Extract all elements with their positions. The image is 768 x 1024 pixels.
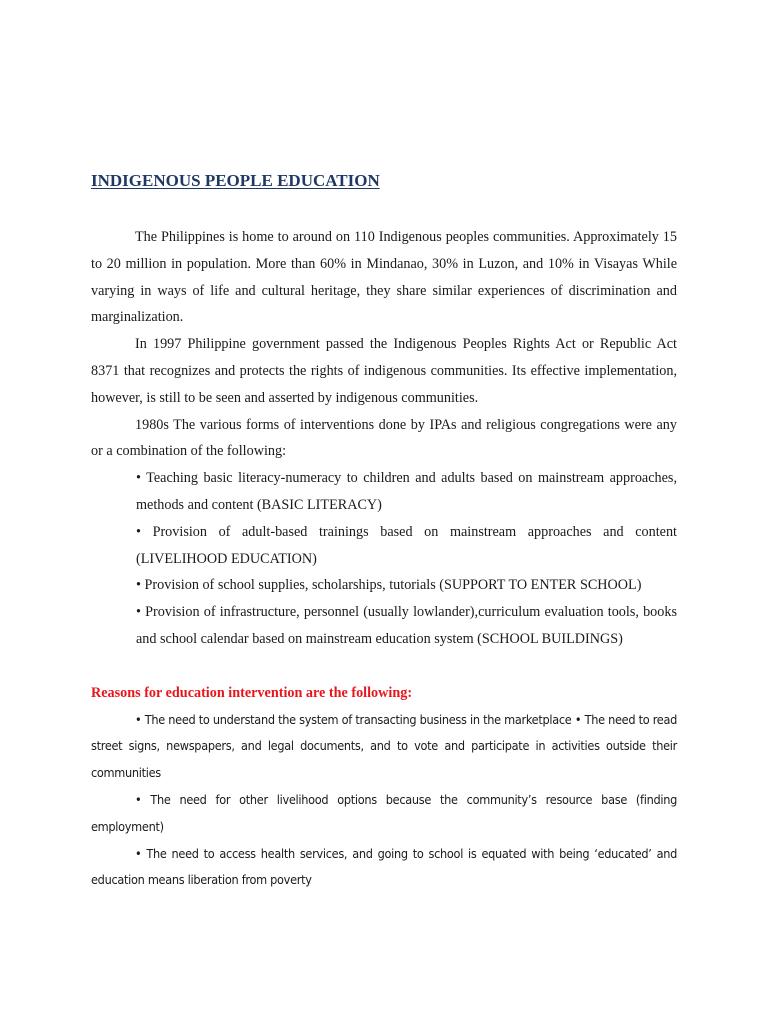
list-item: • Provision of infrastructure, personnel (usually lowlander),curriculum evaluation tools, books and school calendar based on mainstream education system (SCHOOL BUILDINGS) <box>136 604 677 647</box>
list-item: • The need to understand the system of transacting business in the marketplace • The need to read street signs, newspapers, and legal documents, and to vote and participate in activities outside their communities <box>91 711 677 781</box>
intro-paragraph: The Philippines is home to around on 110 Indigenous peoples communities. Approximately 15 to 20 million in population. More than 60% in Mindanao, 30% in Luzon, and 10% in Visayas While varying in ways of life and cultural heritage, they share similar experiences of discrimination and marginalization. <box>91 229 677 326</box>
law-paragraph: In 1997 Philippine government passed the Indigenous Peoples Rights Act or Republic Act 8371 that recognizes and protects the rights of indigenous communities. Its effective implementation, however, is still to be seen and asserted by indigenous communities. <box>91 336 677 406</box>
document-title: INDIGENOUS PEOPLE EDUCATION <box>91 171 380 190</box>
interventions-list <box>136 465 677 653</box>
reasons-list <box>91 707 677 895</box>
list-item: • Provision of adult-based trainings based on mainstream approaches and content (LIVELIHOOD EDUCATION) <box>136 523 677 567</box>
list-item: • Teaching basic literacy-numeracy to children and adults based on mainstream approaches, methods and content (BASIC LITERACY) <box>136 470 677 513</box>
interventions-intro-paragraph: 1980s The various forms of interventions done by IPAs and religious congregations were any or a combination of the following: <box>91 416 677 460</box>
document-body <box>91 170 677 894</box>
reasons-heading: Reasons for education intervention are the following: <box>91 684 413 701</box>
list-item: • The need to access health services, and going to school is equated with being ‘educated’ and education means liberation from poverty <box>91 845 677 888</box>
list-item: • The need for other livelihood options because the community’s resource base (finding employment) <box>91 791 677 834</box>
list-item: • Provision of school supplies, scholarships, tutorials (SUPPORT TO ENTER SCHOOL) <box>136 577 642 594</box>
